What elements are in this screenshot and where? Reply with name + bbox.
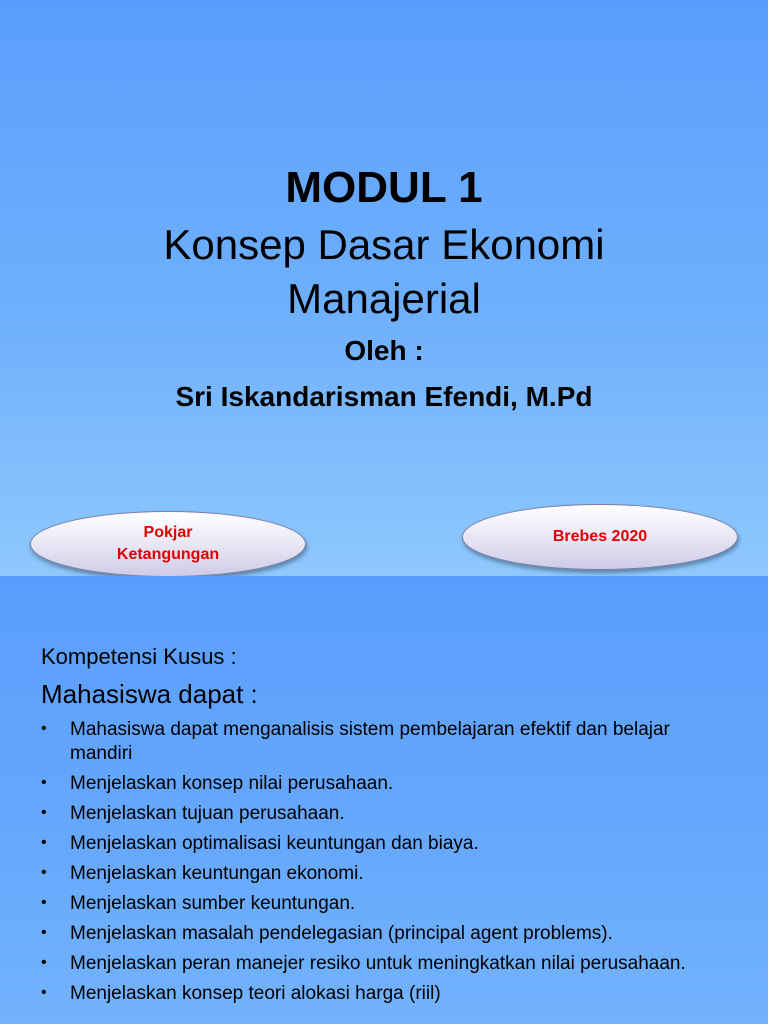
list-item (40, 892, 720, 916)
bullet-icon: • (41, 924, 47, 941)
bullet-icon: • (41, 894, 47, 911)
location-line-1: Pokjar (143, 524, 193, 541)
list-item-text: Menjelaskan optimalisasi keuntungan dan biaya. (70, 833, 479, 854)
competency-heading: Mahasiswa dapat : (41, 679, 258, 709)
list-item (40, 952, 720, 976)
list-item (40, 832, 720, 856)
list-item (40, 718, 720, 766)
list-item-text: Menjelaskan tujuan perusahaan. (70, 803, 345, 824)
list-item (40, 772, 720, 796)
bullet-icon: • (41, 864, 47, 881)
list-item-text: Menjelaskan peran manejer resiko untuk meningkatkan nilai perusahaan. (70, 953, 686, 974)
module-title: MODUL 1 (285, 163, 483, 212)
author-name: Sri Iskandarisman Efendi, M.Pd (175, 381, 593, 412)
list-item-text: Menjelaskan masalah pendelegasian (principal agent problems). (70, 923, 613, 944)
bullet-icon: • (41, 804, 47, 821)
list-item (40, 922, 720, 946)
list-item-text: Menjelaskan keuntungan ekonomi. (70, 863, 364, 884)
bullet-icon: • (41, 954, 47, 971)
bullet-icon: • (41, 834, 47, 851)
competency-list (40, 718, 720, 1012)
subtitle-line-1: Konsep Dasar Ekonomi (163, 221, 605, 268)
competency-label: Kompetensi Kusus : (41, 644, 237, 669)
date-oval (462, 504, 738, 570)
list-item (40, 802, 720, 826)
date-label: Brebes 2020 (552, 528, 648, 545)
list-item (40, 862, 720, 886)
list-item-text: Mahasiswa dapat menganalisis sistem pembelajaran efektif dan belajar mandiri (70, 719, 670, 764)
list-item-text: Menjelaskan sumber keuntungan. (70, 893, 356, 914)
bullet-icon: • (41, 720, 47, 737)
by-label: Oleh : (344, 335, 424, 366)
subtitle-line-2: Manajerial (287, 275, 481, 322)
list-item-text: Menjelaskan konsep nilai perusahaan. (70, 773, 394, 794)
list-item-text: Menjelaskan konsep teori alokasi harga (riil) (70, 983, 441, 1004)
competency-slide (0, 576, 768, 1024)
module-subtitle (0, 218, 768, 326)
bullet-icon: • (41, 774, 47, 791)
location-oval (30, 511, 306, 576)
location-line-2: Ketangungan (116, 546, 220, 563)
bullet-icon: • (41, 984, 47, 1001)
list-item (40, 982, 720, 1006)
